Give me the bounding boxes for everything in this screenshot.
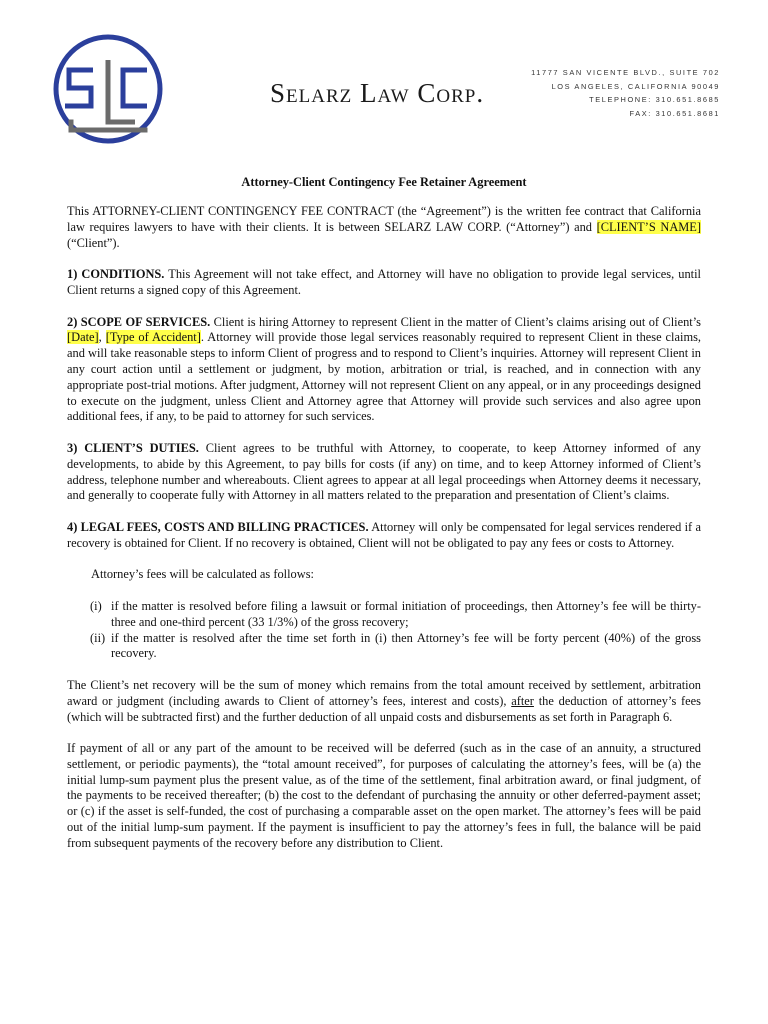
firm-logo xyxy=(47,30,169,152)
section-legal-fees xyxy=(67,520,701,552)
fax: FAX: 310.651.8681 xyxy=(629,108,720,118)
section-clients-duties xyxy=(67,441,701,504)
section-conditions xyxy=(67,267,701,299)
fees-intro: Attorney’s fees will be calculated as follows: xyxy=(91,567,314,582)
section-text: Client agrees to be truthful with Attorney, to cooperate, to keep Attorney informed of any developments, to abide by this Agreement, to pay bills for costs (if any) on time, and to keep Attorney informed of Client’s address, telephone number and whereabouts. Client agrees to appear at all legal proceedings when Attorney deems it necessary, and generally to cooperate fully with Attorney in all matters related to the preparation and presentation of Client’s claims. xyxy=(67,440,701,503)
after-emphasis: after xyxy=(511,693,534,708)
section-text: Attorney will only be compensated for legal services rendered if a recovery is obtained for Client. If no recovery is obtained, Client will not be obligated to pay any fees or costs to Attorney. xyxy=(67,519,701,550)
firm-name: Selarz Law Corp. xyxy=(270,78,485,108)
list-item xyxy=(90,599,701,631)
net-recovery-text-end: the deduction of attorney’s fees (which will be subtracted first) and the further deduction of all unpaid costs and disbursements as set forth in Paragraph 6. xyxy=(67,693,702,724)
intro-paragraph xyxy=(67,204,701,251)
net-recovery-paragraph xyxy=(67,678,701,725)
firm-address-block xyxy=(531,66,720,120)
intro-text: This ATTORNEY-CLIENT CONTINGENCY FEE CONTRACT (the “Agreement”) is the written fee contract that California law requires lawyers to have with their clients. It is between SELARZ LAW CORP. (“Attorney”) and xyxy=(67,204,701,234)
client-name-placeholder: [CLIENT’S NAME] xyxy=(596,219,701,234)
date-placeholder: [Date] xyxy=(67,330,99,345)
section-heading: 2) SCOPE OF SERVICES. xyxy=(67,314,211,329)
document-title: Attorney-Client Contingency Fee Retainer Agreement xyxy=(241,175,527,189)
fee-list xyxy=(67,599,701,662)
separator: , xyxy=(98,330,106,345)
section-scope-of-services xyxy=(67,315,701,426)
section-heading: 1) CONDITIONS. xyxy=(67,267,165,282)
accident-type-placeholder: [Type of Accident] xyxy=(105,330,201,345)
document-body xyxy=(67,204,701,867)
list-item-text: if the matter is resolved before filing a lawsuit or formal initiation of proceedings, then Attorney’s fee will be thirty-three and one-third percent (33 1/3%) of the gross recovery; xyxy=(111,598,701,629)
section-text: Client is hiring Attorney to represent Client in the matter of Client’s claims arising out of Client’s xyxy=(210,314,701,329)
section-text-cont: . Attorney will provide those legal services reasonably required to represent Client in these claims, and will take reasonable steps to inform Client of progress and to respond to Client’s inquiries. Attorney will represent Client in any court action until a settlement or judgment, by motion, arbitration or trial, is reached, and in connection with any appropriate post-trial motions. After judgment, Attorney will not represent Client on any appeal, or in any proceedings designed to execute on the judgment, unless Client and Attorney agree that Attorney will provide such services and also agree upon additional fees, if any, to be paid to attorney for such services. xyxy=(67,330,702,424)
address-line-2: LOS ANGELES, CALIFORNIA 90049 xyxy=(551,81,720,91)
address-line-1: 11777 SAN VICENTE BLVD., SUITE 702 xyxy=(531,68,720,77)
list-item xyxy=(90,631,701,663)
telephone: TELEPHONE: 310.651.8685 xyxy=(589,95,720,105)
net-recovery-text: The Client’s net recovery will be the sum of money which remains from the total amount received by settlement, arbitration award or judgment (including awards to Client of attorney’s fees, interest and costs), xyxy=(67,677,701,708)
section-heading: 3) CLIENT’S DUTIES. xyxy=(67,440,199,455)
list-item-number: (ii) xyxy=(90,630,106,645)
intro-text-end: (“Client”). xyxy=(67,235,120,250)
list-item-text: if the matter is resolved after the time set forth in (i) then Attorney’s fee will be forty percent (40%) of the gross recovery. xyxy=(111,630,701,661)
section-heading: 4) LEGAL FEES, COSTS AND BILLING PRACTICES. xyxy=(67,519,369,534)
list-item-number: (i) xyxy=(90,598,102,613)
section-text: This Agreement will not take effect, and Attorney will have no obligation to provide legal services, until Client returns a signed copy of this Agreement. xyxy=(67,267,702,297)
deferred-payment-paragraph: If payment of all or any part of the amount to be received will be deferred (such as in the case of an annuity, a structured settlement, or periodic payments), the “total amount received”, for purposes of calculating the attorney’s fees, will be (a) the initial lump-sum payment plus the present value, as of the time of the settlement, final arbitration award, or final judgment, of the payments to be received thereafter; (b) the cost to the defendant of purchasing the annuity or other deferred-payment asset; or (c) if the asset is self-funded, the cost of purchasing a comparable asset on the open market. The attorney’s fees will be paid out of the initial lump-sum payment. If the payment is insufficient to pay the attorney’s fees in full, the balance will be paid from subsequent payments of the recovery before any distribution to Client. xyxy=(67,741,701,850)
